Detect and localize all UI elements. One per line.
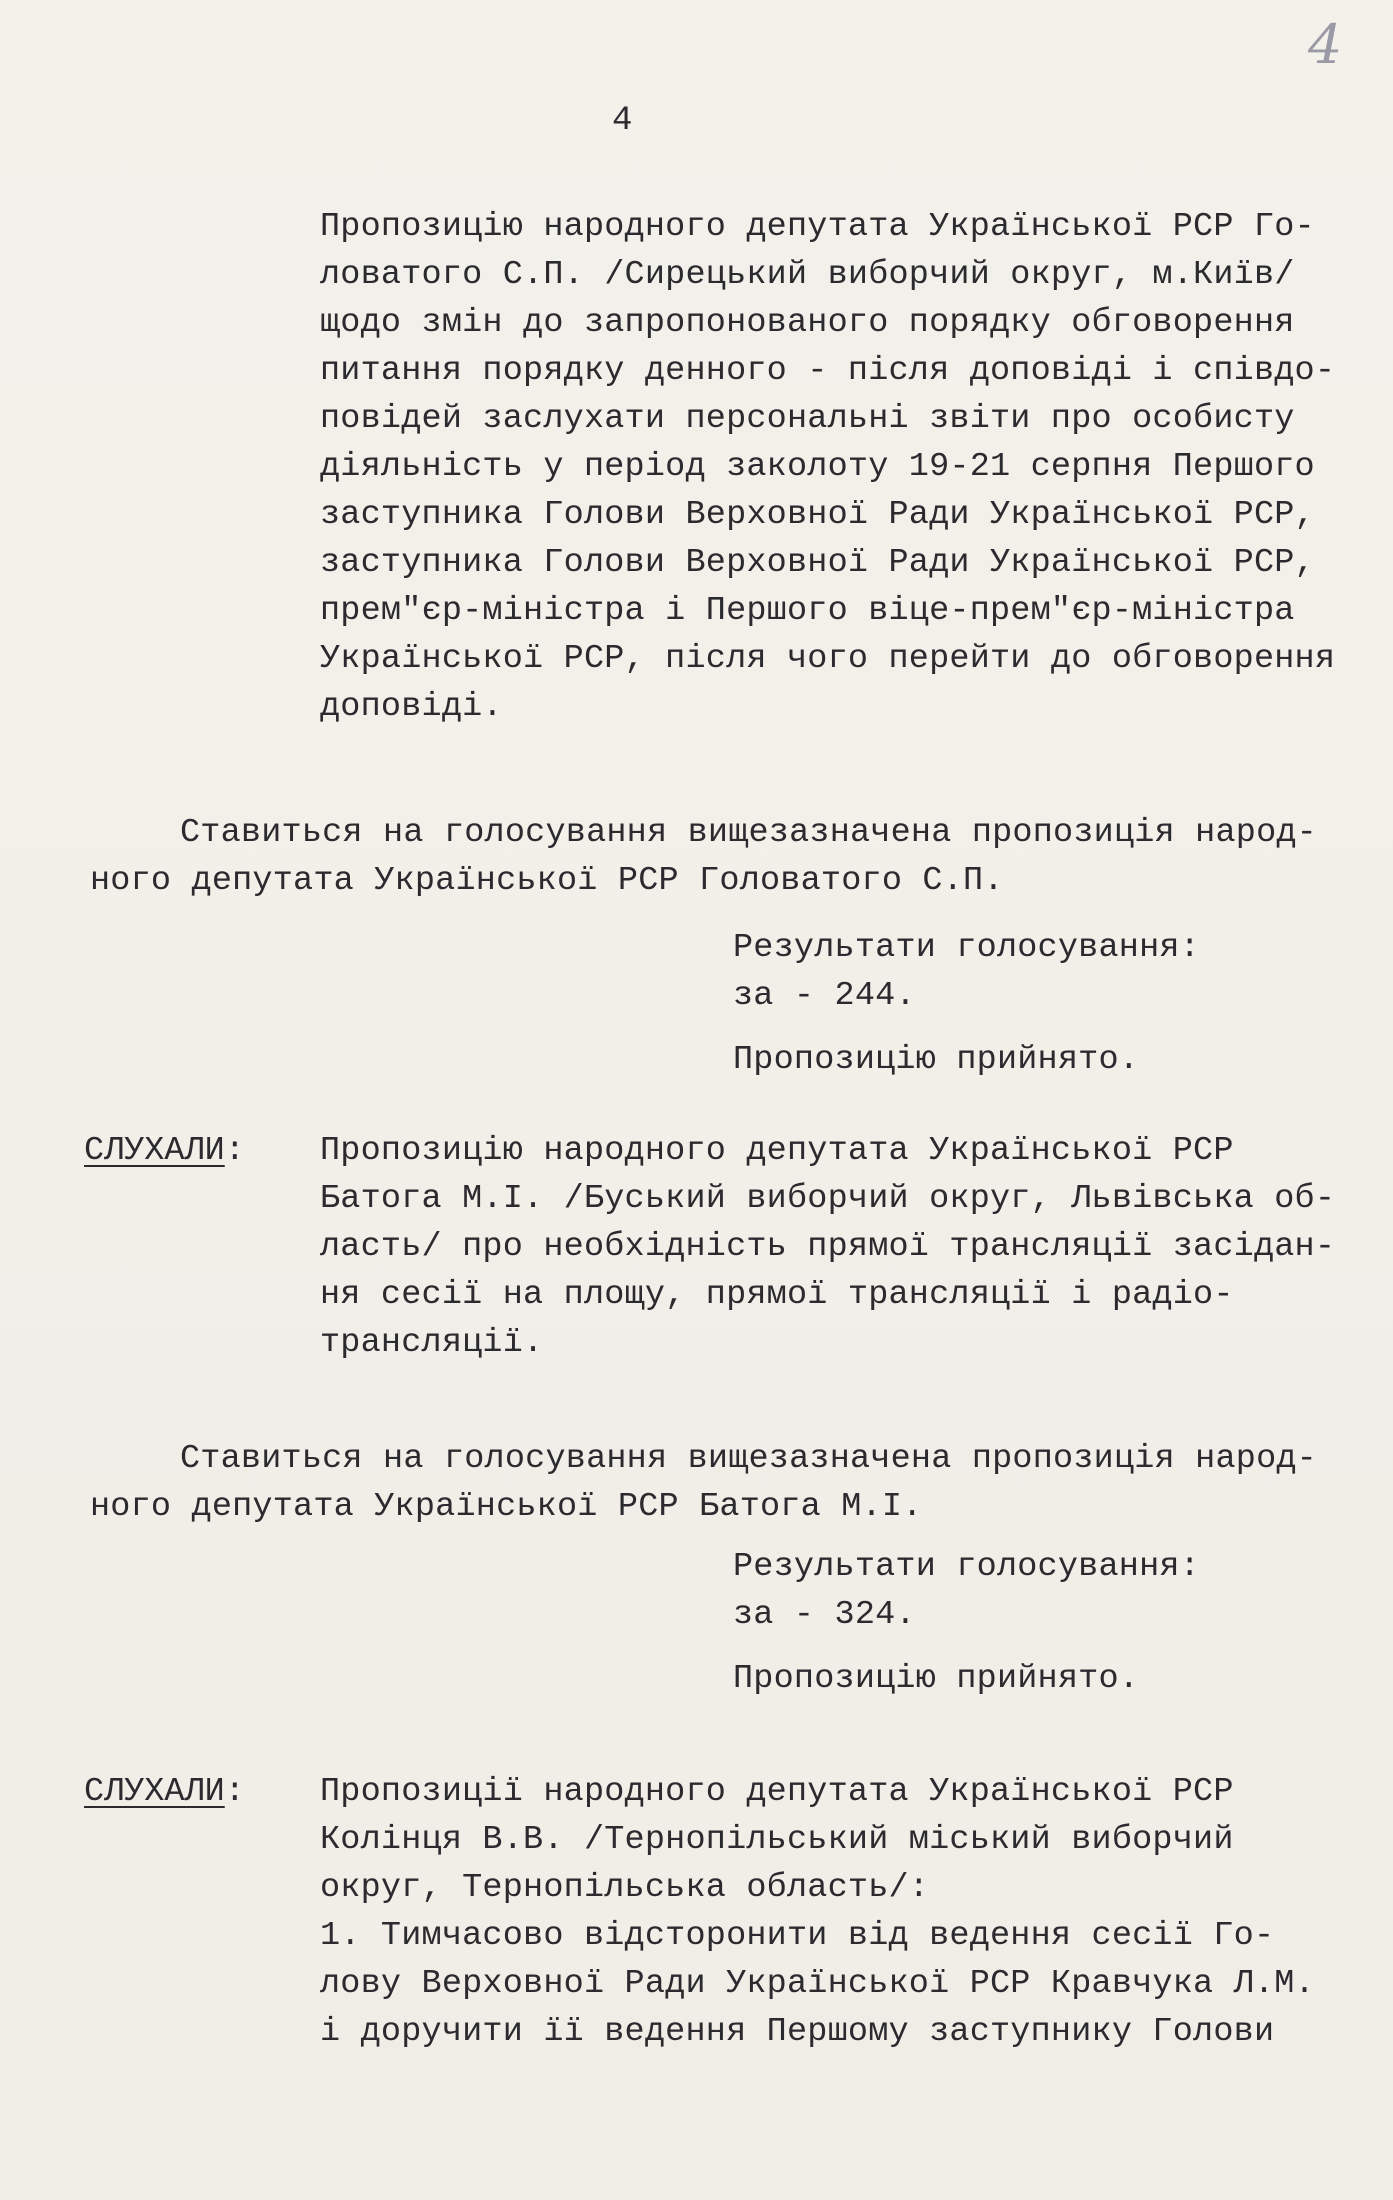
heard-label-colon: :	[224, 1132, 245, 1170]
text-line: повідей заслухати персональні звіти про особисту	[320, 400, 1295, 438]
heard-label-colon: :	[224, 1773, 245, 1811]
heard-label-text: СЛУХАЛИ	[84, 1132, 225, 1170]
text-line: ласть/ про необхідність прямої трансляції засідан-	[320, 1228, 1336, 1266]
text-line: прем"єр-міністра і Першого віце-прем"єр-міністра	[320, 592, 1295, 630]
text-line: ного депутата Української РСР Головатого С.П.	[90, 862, 1004, 900]
text-line: Пропозицію народного депутата Української РСР Го-	[320, 208, 1315, 246]
vote-decision: Пропозицію прийнято.	[733, 1660, 1140, 1698]
text-line: Пропозиції народного депутата Української РСР	[320, 1773, 1234, 1811]
heard-label	[84, 1132, 245, 1170]
text-line: питання порядку денного - після доповіді і співдо-	[320, 352, 1336, 390]
text-line: і доручити її ведення Першому заступнику Голови	[320, 2013, 1275, 2051]
text-line: доповіді.	[320, 688, 503, 726]
text-line: Колінця В.В. /Тернопільський міський виборчий	[320, 1821, 1234, 1859]
vote-count: за - 324.	[733, 1596, 916, 1634]
text-line: ловатого С.П. /Сирецький виборчий округ, м.Київ/	[320, 256, 1295, 294]
text-line: округ, Тернопільська область/:	[320, 1869, 930, 1907]
text-line: щодо змін до запропонованого порядку обговорення	[320, 304, 1295, 342]
text-line: діяльність у період заколоту 19-21 серпня Першого	[320, 448, 1315, 486]
page-number: 4	[612, 102, 633, 140]
text-line: трансляції.	[320, 1324, 544, 1362]
vote-count: за - 244.	[733, 977, 916, 1015]
text-line: Ставиться на голосування вищезазначена пропозиція народ-	[180, 1440, 1317, 1478]
vote-results-label: Результати голосування:	[733, 1548, 1200, 1586]
text-line: 1. Тимчасово відсторонити від ведення сесії Го-	[320, 1917, 1275, 1955]
text-line: лову Верховної Ради Української РСР Кравчука Л.М.	[320, 1965, 1315, 2003]
text-line: заступника Голови Верховної Ради Української РСР,	[320, 496, 1315, 534]
text-line: ного депутата Української РСР Батога М.І.	[90, 1488, 923, 1526]
text-line: Батога М.І. /Буський виборчий округ, Львівська об-	[320, 1180, 1336, 1218]
vote-decision: Пропозицію прийнято.	[733, 1041, 1140, 1079]
heard-label-text: СЛУХАЛИ	[84, 1773, 225, 1811]
text-line: Ставиться на голосування вищезазначена пропозиція народ-	[180, 814, 1317, 852]
text-line: ня сесії на площу, прямої трансляції і радіо-	[320, 1276, 1234, 1314]
vote-results-label: Результати голосування:	[733, 929, 1200, 967]
text-line: Української РСР, після чого перейти до обговорення	[320, 640, 1336, 678]
handwritten-page-mark: 4	[1308, 13, 1343, 76]
heard-label	[84, 1773, 245, 1811]
text-line: Пропозицію народного депутата Української РСР	[320, 1132, 1234, 1170]
text-line: заступника Голови Верховної Ради Української РСР,	[320, 544, 1315, 582]
